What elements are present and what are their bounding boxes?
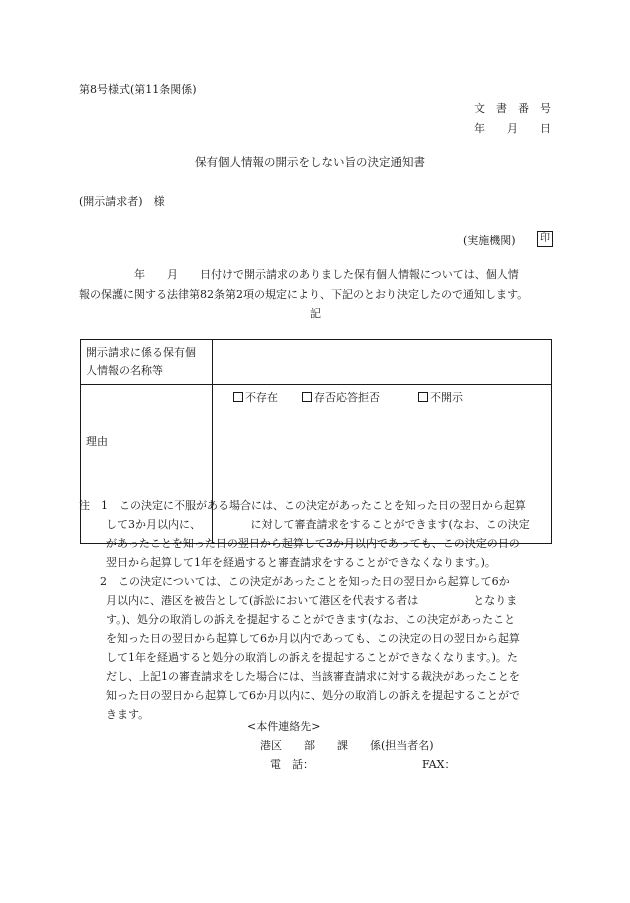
option-nondisclosure[interactable]: 不開示 (418, 389, 463, 405)
checkbox-icon[interactable] (418, 392, 428, 402)
option-nonexistent[interactable]: 不存在 (233, 389, 278, 405)
option-neither-confirm-nor-deny[interactable]: 存否応答拒否 (302, 389, 380, 405)
contact-fax: FAX： (422, 758, 456, 771)
form-number: 第8号様式(第11条関係) (79, 83, 197, 96)
note-line: 翌日から起算して1年を経過すると審査請求をすることができなくなります。)。 (106, 556, 496, 569)
info-name-label: 開示請求に係る保有個 人情報の名称等 (81, 340, 213, 385)
note-line: だし、上記1の審査請求をした場合には、当該審査請求に対する裁決があったことを (106, 670, 520, 683)
note-line: 2 この決定については、この決定があったことを知った日の翌日から起算して6か (100, 575, 510, 588)
note-line: きます。 (106, 708, 150, 721)
note-line: があったことを知った日の翌日から起算して3か月以内であっても、この決定の日の (106, 537, 520, 550)
body-line-1: 年 月 日付けで開示請求のありました保有個人情報については、個人情 (134, 268, 519, 281)
addressee: (開示請求者) 様 (79, 195, 165, 208)
note-line: 月以内に、港区を被告として(訴訟において港区を代表する者は となりま (106, 594, 518, 607)
note-line: して3か月以内に、 に対して審査請求をすることができます(なお、この決定 (106, 518, 530, 531)
note-line: して1年を経過すると処分の取消しの訴えを提起することができなくなります。)。た (106, 651, 518, 664)
document-number: 文 書 番 号 (474, 102, 551, 115)
contact-phone: 電 話： (270, 758, 314, 771)
issue-date: 年 月 日 (474, 122, 551, 135)
decision-table (80, 339, 552, 544)
note-line: す。)、処分の取消しの訴えを提起することができます(なお、この決定があったこと (106, 613, 516, 626)
note-line: 注 1 この決定に不服がある場合には、この決定があったことを知った日の翌日から起算 (79, 499, 526, 512)
checkbox-icon[interactable] (302, 392, 312, 402)
issuing-agency: (実施機関) (463, 234, 516, 247)
page-title: 保有個人情報の開示をしない旨の決定通知書 (195, 155, 425, 169)
info-name-value (213, 340, 552, 385)
reason-label: 理由 (81, 385, 213, 544)
body-line-2: 報の保護に関する法律第82条第2項の規定により、下記のとおり決定したので通知します。 (79, 288, 529, 301)
contact-department: 港区 部 課 係(担当者名) (260, 739, 434, 752)
note-line: 知った日の翌日から起算して6か月以内に、処分の取消しの訴えを提起することがで (106, 689, 520, 702)
contact-heading: <本件連絡先> (247, 720, 321, 733)
checkbox-icon[interactable] (233, 392, 243, 402)
ki-label: 記 (310, 307, 321, 320)
note-line: を知った日の翌日から起算して6か月以内であっても、この決定の日の翌日から起算 (106, 632, 520, 645)
seal-stamp: 印 (537, 231, 553, 247)
